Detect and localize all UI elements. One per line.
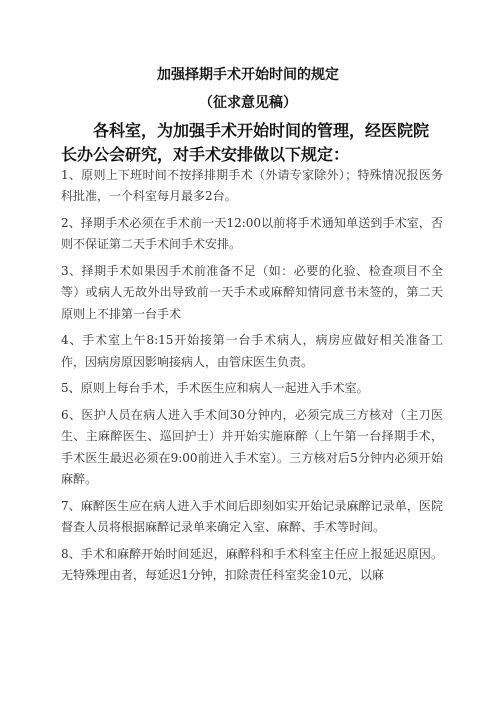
rule-item-5: 5、原则上每台手术，手术医生应和病人一起进入手术室。 (61, 381, 369, 396)
rule-item-2: 2、择期手术必须在手术前一天12:00以前将手术通知单送到手术室，否则不保证第二天手术间手术安排。 (61, 216, 443, 252)
rule-item-1: 1、原则上下班时间不按择排期手术（外请专家除外）；特殊情况报医务科批准，一个科室每月最多2台。 (61, 168, 443, 204)
rule-item-8: 8、手术和麻醉开始时间延迟，麻醉科和手术科室主任应上报延迟原因。无特殊理由者，每延迟1分钟，扣除责任科室奖金10元，以麻 (61, 546, 443, 583)
rule-list (61, 165, 443, 592)
rule-item-3: 3、择期手术如果因手术前准备不足（如：必要的化验、检查项目不全等）或病人无故外出导致前一天手术或麻醉知情同意书未签的，第二天原则上不排第一台手术 (61, 264, 443, 321)
rule-item-6: 6、医护人员在病人进入手术间30分钟内，必须完成三方核对（主刀医生、主麻醉医生、巡回护士）并开始实施麻醉（上午第一台择期手术，手术医生最迟必须在9:00前进入手术室）。三方核对后5分钟内必须开始麻醉。 (61, 408, 443, 487)
intro-paragraph: 各科室，为加强手术开始时间的管理，经医院院长办公会研究，对手术安排做以下规定： (61, 121, 430, 164)
document-title: 加强择期手术开始时间的规定 (157, 67, 339, 83)
rule-item-4: 4、手术室上午8:15开始接第一台手术病人，病房应做好相关准备工作，因病房原因影响接病人，由管床医生负责。 (61, 333, 443, 369)
rule-item-7: 7、麻醉医生应在病人进入手术间后即刻如实开始记录麻醉记录单，医院督查人员将根据麻醉记录单来确定入室、麻醉、手术等时间。 (61, 498, 443, 535)
document-subtitle: （征求意见稿） (199, 95, 297, 111)
